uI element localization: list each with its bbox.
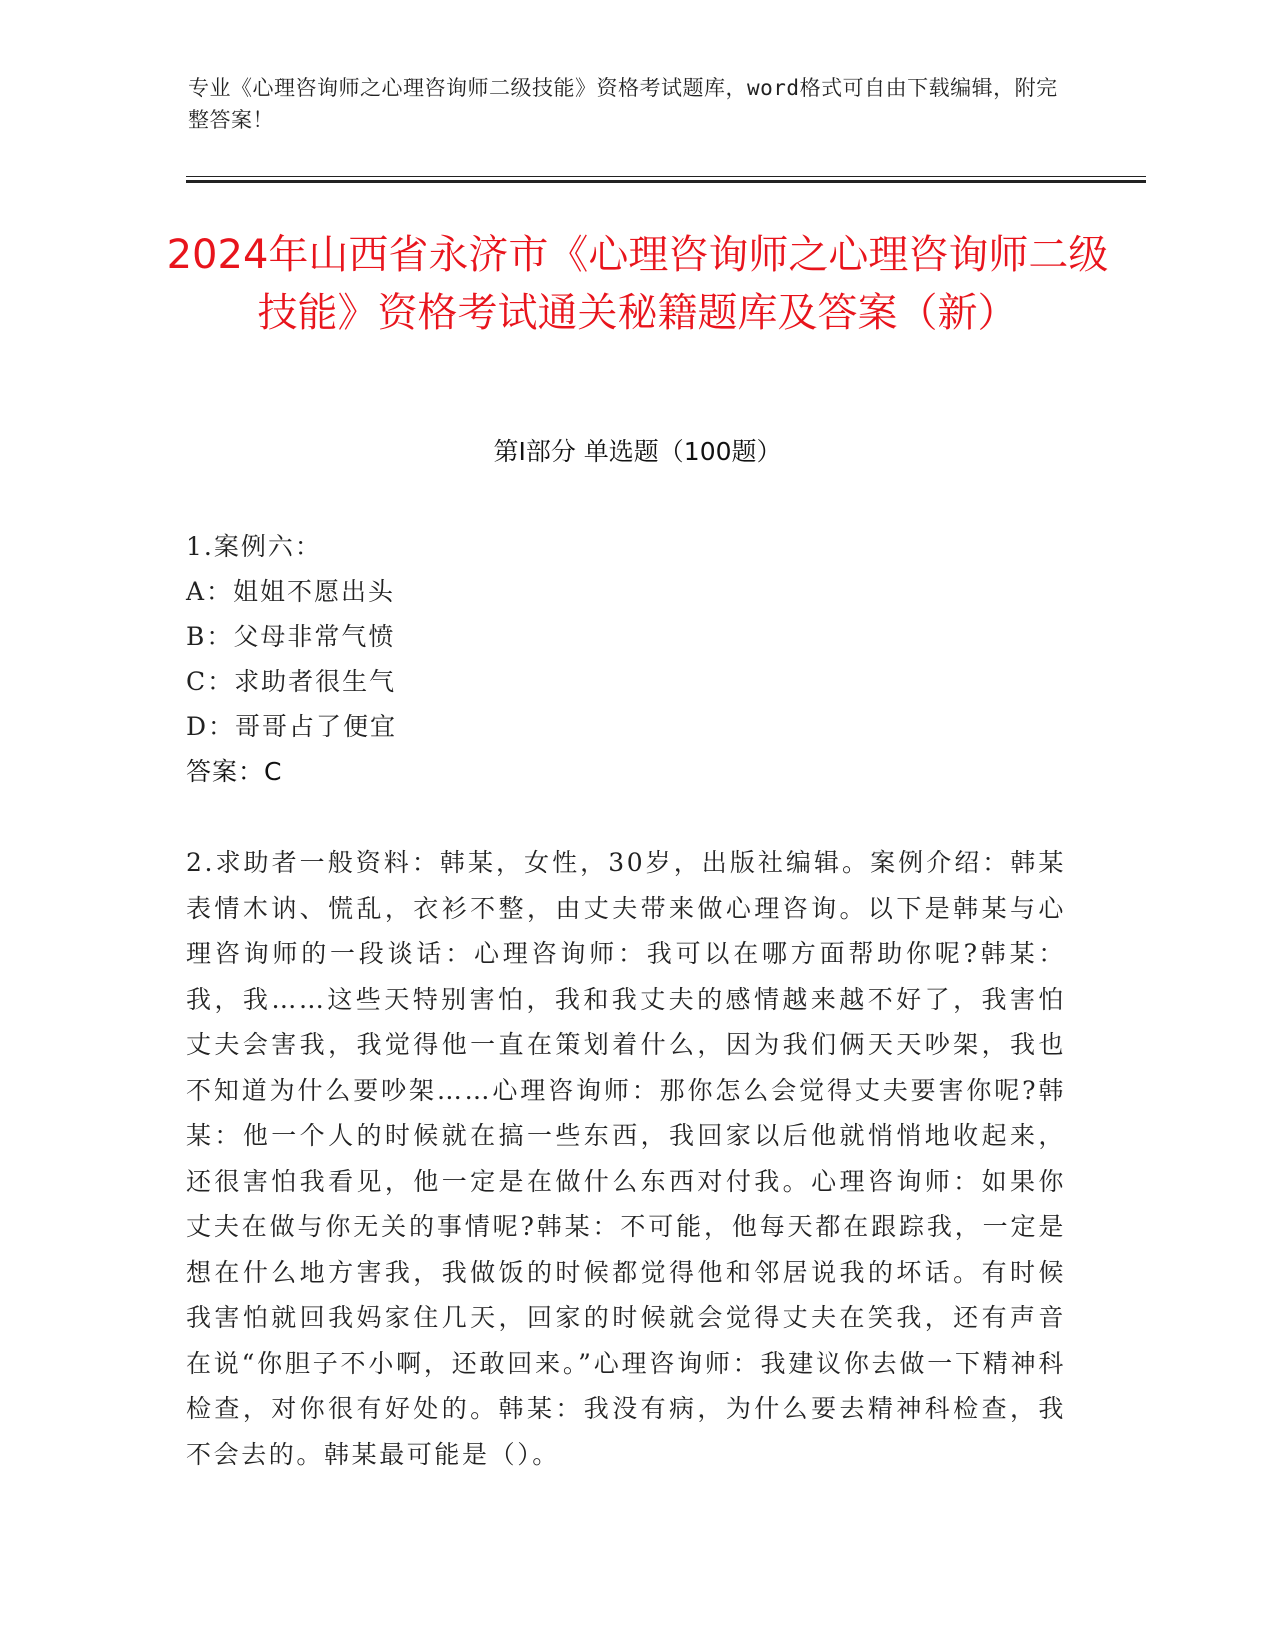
section-heading: 第Ⅰ部分 单选题（100题） bbox=[493, 437, 782, 466]
option-a: A：姐姐不愿出头 bbox=[186, 577, 396, 606]
question-2 bbox=[186, 840, 1066, 1477]
option-c: C：求助者很生气 bbox=[186, 667, 397, 696]
option-d: D：哥哥占了便宜 bbox=[186, 712, 398, 741]
header-divider-thin bbox=[186, 176, 1146, 177]
document-title: 2024年山西省永济市《心理咨询师之心理咨询师二级技能》资格考试通关秘籍题库及答案（新） bbox=[166, 232, 1109, 336]
question-stem: 2.求助者一般资料：韩某，女性，30岁，出版社编辑。案例介绍：韩某表情木讷、慌乱，衣衫不整，由丈夫带来做心理咨询。以下是韩某与心理咨询师的一段谈话：心理咨询师：我可以在哪方面帮助你呢?韩某：我，我……这些天特别害怕，我和我丈夫的感情越来越不好了，我害怕丈夫会害我，我觉得他一直在策划着什么，因为我们俩天天吵架，我也不知道为什么要吵架……心理咨询师：那你怎么会觉得丈夫要害你呢?韩某：他一个人的时候就在搞一些东西，我回家以后他就悄悄地收起来，还很害怕我看见，他一定是在做什么东西对付我。心理咨询师：如果你丈夫在做与你无关的事情呢?韩某：不可能，他每天都在跟踪我，一定是想在什么地方害我，我做饭的时候都觉得他和邻居说我的坏话。有时候我害怕就回我妈家住几天，回家的时候就会觉得丈夫在笑我，还有声音在说“你胆子不小啊，还敢回来。”心理咨询师：我建议你去做一下精神科检查，对你很有好处的。韩某：我没有病，为什么要去精神科检查，我不会去的。韩某最可能是（）。 bbox=[186, 848, 1066, 1469]
header-divider-thick bbox=[186, 180, 1146, 183]
answer-label: 答案：C bbox=[186, 757, 283, 786]
question-stem: 1.案例六： bbox=[186, 532, 322, 561]
question-1 bbox=[186, 524, 1066, 794]
option-b: B：父母非常气愤 bbox=[186, 622, 396, 651]
header-note: 专业《心理咨询师之心理咨询师二级技能》资格考试题库，word格式可自由下载编辑，附完整答案！ bbox=[188, 76, 1058, 132]
